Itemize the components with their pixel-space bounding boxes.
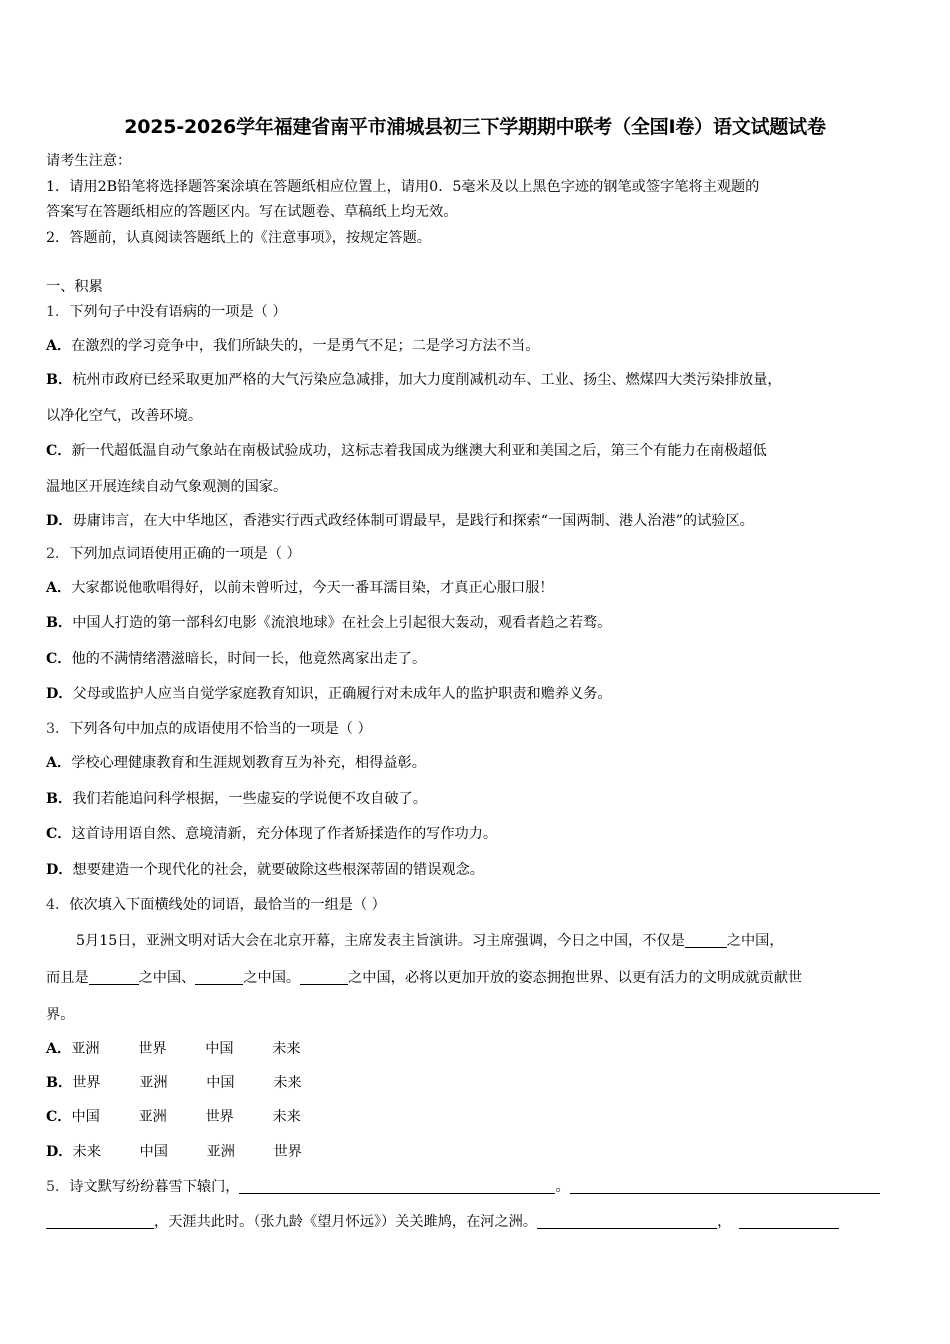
question-4-passage-line-2 — [46, 969, 802, 987]
question-2-option-c — [46, 650, 426, 668]
option-word: 亚洲 — [138, 1109, 167, 1125]
option-text: 这首诗用语自然、意境清新，充分体现了作者矫揉造作的写作功力。 — [71, 826, 498, 842]
option-text: 毋庸讳言，在大中华地区，香港实行西式政经体制可谓最早，是践行和探索“一国两制、港人治港”的试验区。 — [72, 513, 754, 529]
question-1-option-d — [46, 512, 754, 530]
question-1-option-b — [46, 371, 782, 389]
option-label: A． — [46, 755, 72, 771]
page-title: 2025-2026学年福建省南平市浦城县初三下学期期中联考（全国Ⅰ卷）语文试题试卷 — [124, 116, 826, 138]
question-text: 依次填入下面横线处的词语，最恰当的一组是（ ） — [69, 897, 386, 913]
fill-blank-2 — [570, 1179, 880, 1194]
question-number: 4． — [46, 897, 70, 913]
question-number: 5． — [46, 1179, 70, 1195]
option-word: 世界 — [205, 1109, 234, 1125]
question-number: 2． — [46, 546, 70, 562]
question-5-line-2 — [46, 1213, 839, 1231]
option-word: 世界 — [273, 1144, 302, 1160]
notice-heading: 请考生注意： — [46, 153, 132, 169]
question-1-option-c-cont: 温地区开展连续自动气象观测的国家。 — [46, 479, 288, 495]
question-text: 诗文默写纷纷暮雪下辕门， — [69, 1179, 240, 1195]
notice-item-1-line-1: 1．请用2B铅笔将选择题答案涂填在答题纸相应位置上，请用0．5毫米及以上黑色字迹的钢笔或签字笔将主观题的 — [46, 179, 760, 195]
option-label: B． — [46, 615, 73, 631]
option-text: 我们若能追问科学根据，一些虚妄的学说便不攻自破了。 — [72, 791, 427, 807]
question-3-option-c — [46, 825, 497, 843]
option-label: D． — [46, 513, 73, 529]
option-word: 亚洲 — [71, 1041, 100, 1057]
section-heading: 一、积累 — [46, 279, 103, 295]
option-text: 大家都说他歌唱得好，以前未曾听过，今天一番耳濡目染，才真正心服口服！ — [71, 580, 554, 596]
option-word: 未来 — [272, 1041, 301, 1057]
option-word: 世界 — [138, 1041, 167, 1057]
passage-text: 而且是 — [46, 970, 89, 986]
fill-blank-1 — [685, 933, 727, 948]
option-label: B． — [46, 791, 73, 807]
question-5-stem — [46, 1178, 880, 1196]
question-text: ，天涯共此时。（张九龄《望月怀远》）关关雎鸠，在河之洲。 — [154, 1214, 538, 1230]
question-1-option-b-cont: 以净化空气，改善环境。 — [46, 408, 203, 424]
option-word: 未来 — [272, 1109, 301, 1125]
option-word: 未来 — [72, 1144, 101, 1160]
option-text: 父母或监护人应当自觉学家庭教育知识，正确履行对未成年人的监护职责和赡养义务。 — [72, 686, 612, 702]
question-2-option-b — [46, 614, 611, 632]
question-text: 下列各句中加点的成语使用不恰当的一项是（ ） — [69, 721, 372, 737]
question-1-stem — [46, 303, 287, 321]
option-text: 新一代超低温自动气象站在南极试验成功，这标志着我国成为继澳大利亚和美国之后，第三个有能力在南极超低 — [71, 443, 767, 459]
passage-text: 之中国。 — [243, 970, 301, 986]
question-4-option-a — [46, 1040, 339, 1058]
option-word: 亚洲 — [139, 1075, 168, 1091]
question-4-passage-line-3: 界。 — [46, 1007, 75, 1023]
question-number: 1． — [46, 304, 70, 320]
option-label: B． — [46, 372, 73, 388]
question-text: 下列句子中没有语病的一项是（ ） — [69, 304, 287, 320]
notice-item-2: 2．答题前，认真阅读答题纸上的《注意事项》，按规定答题。 — [46, 230, 431, 246]
question-4-option-b — [46, 1074, 340, 1092]
option-word: 中国 — [206, 1075, 235, 1091]
option-label: A． — [46, 1041, 72, 1057]
option-label: C． — [46, 826, 72, 842]
passage-text: 之中国， — [726, 933, 784, 949]
option-text: 在激烈的学习竞争中，我们所缺失的，一是勇气不足；二是学习方法不当。 — [71, 338, 540, 354]
question-number: 3． — [46, 721, 70, 737]
question-3-option-d — [46, 861, 484, 879]
option-word: 未来 — [273, 1075, 302, 1091]
question-2-option-a — [46, 579, 554, 597]
question-2-option-d — [46, 685, 612, 703]
fill-blank-1 — [239, 1179, 555, 1194]
question-1-option-c — [46, 442, 767, 460]
question-4-option-c — [46, 1108, 339, 1126]
notice-item-1-line-2: 答案写在答题纸相应的答题区内。写在试题卷、草稿纸上均无效。 — [46, 204, 458, 220]
fill-blank-3 — [46, 1214, 154, 1229]
option-word: 亚洲 — [206, 1144, 235, 1160]
passage-text: 之中国、 — [138, 970, 196, 986]
question-text: 下列加点词语使用正确的一项是（ ） — [69, 546, 301, 562]
option-label: C． — [46, 651, 72, 667]
question-4-option-d — [46, 1143, 341, 1161]
fill-blank-3 — [195, 970, 243, 985]
option-label: A． — [46, 338, 72, 354]
option-text: 中国人打造的第一部科幻电影《流浪地球》在社会上引起很大轰动，观看者趋之若骛。 — [72, 615, 612, 631]
question-3-option-a — [46, 754, 426, 772]
fill-blank-4 — [537, 1214, 717, 1229]
option-text: 杭州市政府已经采取更加严格的大气污染应急减排，加大力度削减机动车、工业、扬尘、燃煤四大类污染排放量， — [72, 372, 782, 388]
option-text: 学校心理健康教育和生涯规划教育互为补充，相得益彰。 — [71, 755, 426, 771]
fill-blank-5 — [739, 1214, 839, 1229]
option-label: C． — [46, 1109, 72, 1125]
question-4-stem — [46, 896, 386, 914]
option-text: 他的不满情绪潜滋暗长，时间一长，他竟然离家出走了。 — [71, 651, 427, 667]
option-label: B． — [46, 1075, 73, 1091]
punctuation: 。 — [555, 1179, 570, 1195]
passage-text: 5月15日，亚洲文明对话大会在北京开幕，主席发表主旨演讲。习主席强调，今日之中国，不仅是 — [76, 933, 685, 949]
question-3-stem — [46, 720, 372, 738]
fill-blank-4 — [300, 970, 348, 985]
question-1-option-a — [46, 337, 539, 355]
option-label: A． — [46, 580, 72, 596]
question-4-passage-line-1 — [76, 932, 784, 950]
question-2-stem — [46, 545, 301, 563]
option-word: 中国 — [139, 1144, 168, 1160]
option-label: C． — [46, 443, 72, 459]
option-text: 想要建造一个现代化的社会，就要破除这些根深蒂固的错误观念。 — [72, 862, 484, 878]
option-label: D． — [46, 862, 73, 878]
option-label: D． — [46, 1144, 73, 1160]
punctuation: ， — [717, 1214, 732, 1230]
option-word: 世界 — [72, 1075, 101, 1091]
option-label: D． — [46, 686, 73, 702]
option-word: 中国 — [71, 1109, 100, 1125]
fill-blank-2 — [89, 970, 139, 985]
question-3-option-b — [46, 790, 427, 808]
option-word: 中国 — [205, 1041, 234, 1057]
passage-text: 之中国，必将以更加开放的姿态拥抱世界、以更有活力的文明成就贡献世 — [348, 970, 803, 986]
